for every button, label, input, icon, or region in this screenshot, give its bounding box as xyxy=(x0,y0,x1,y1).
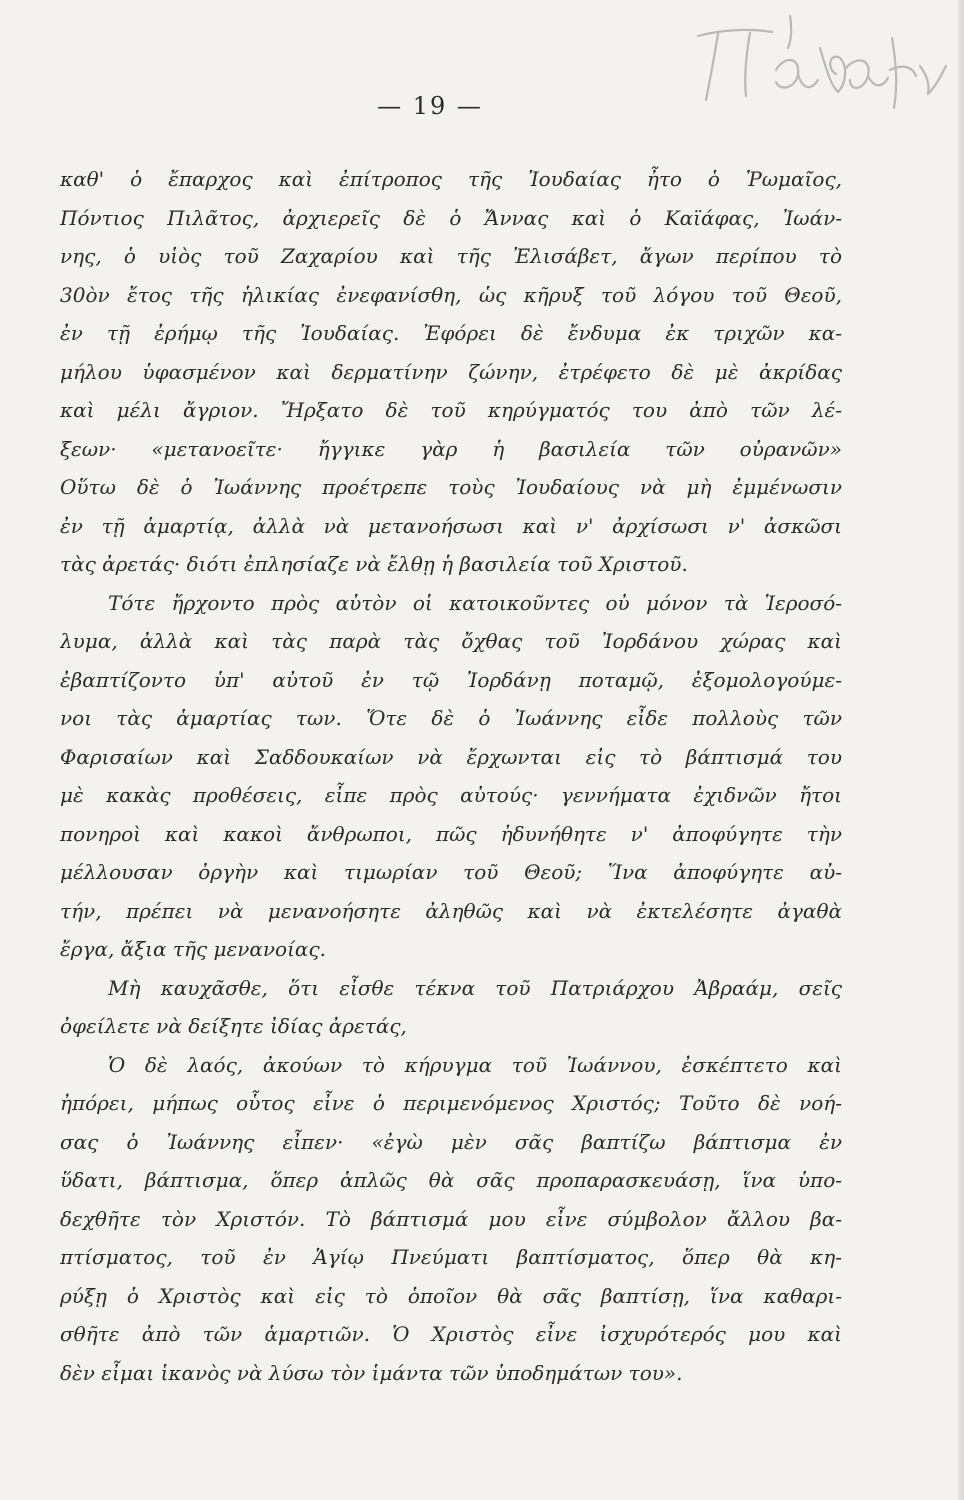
text-line: μὲ κακὰς προθέσεις, εἶπε πρὸς αὐτούς· γεννήματα ἐχιδνῶν ἤτοι xyxy=(60,783,842,807)
text-line: 30ὸν ἔτος τῆς ἡλικίας ἐνεφανίσθη, ὡς κῆρυξ τοῦ λόγου τοῦ Θεοῦ, xyxy=(60,282,842,307)
text-line: Ὁ δὲ λαός, ἀκούων τὸ κήρυγμα τοῦ Ἰωάννου, ἐσκέπτετο καὶ xyxy=(108,1052,842,1077)
scan-edge xyxy=(958,0,964,1500)
text-line: ἠπόρει, μήπως οὗτος εἶνε ὁ περιμενόμενος Χριστός; Τοῦτο δὲ νοή- xyxy=(60,1091,842,1115)
text-line: σθῆτε ἀπὸ τῶν ἁμαρτιῶν. Ὁ Χριστὸς εἶνε ἰσχυρότερός μου καὶ xyxy=(60,1322,842,1346)
text-line: μήλου ὑφασμένον καὶ δερματίνην ζώνην, ἐτρέφετο δὲ μὲ ἀκρίδας xyxy=(60,359,842,384)
text-line: νης, ὁ υἱὸς τοῦ Ζαχαρίου καὶ τῆς Ἐλισάβετ, ἄγων περίπου τὸ xyxy=(60,244,842,268)
text-line: ἐβαπτίζοντο ὑπ' αὐτοῦ ἐν τῷ Ἰορδάνῃ ποταμῷ, ἐξομολογούμε- xyxy=(60,667,842,692)
text-line: ἔργα, ἄξια τῆς μενανοίας. xyxy=(60,937,326,961)
text-line: καὶ μέλι ἄγριον. Ἤρξατο δὲ τοῦ κηρύγματός του ἀπὸ τῶν λέ- xyxy=(60,398,842,422)
text-line: Μὴ καυχᾶσθε, ὅτι εἶσθε τέκνα τοῦ Πατριάρχου Ἀβραάμ, σεῖς xyxy=(108,975,842,1000)
text-line: Τότε ἤρχοντο πρὸς αὐτὸν οἱ κατοικοῦντες οὐ μόνον τὰ Ἱεροσό- xyxy=(108,590,842,615)
text-line: Πόντιος Πιλᾶτος, ἀρχιερεῖς δὲ ὁ Ἄννας καὶ ὁ Καϊάφας, Ἰωάν- xyxy=(60,205,842,230)
text-line: ξεων· «μετανοεῖτε· ἤγγικε γὰρ ἡ βασιλεία τῶν οὐρανῶν» xyxy=(60,436,842,461)
text-line: πτίσματος, τοῦ ἐν Ἁγίῳ Πνεύματι βαπτίσματος, ὅπερ θὰ κη- xyxy=(60,1245,842,1269)
text-line: τὰς ἀρετάς· διότι ἐπλησίαζε νὰ ἔλθῃ ἡ βασιλεία τοῦ Χριστοῦ. xyxy=(60,552,688,576)
page-number: — 19 — xyxy=(377,92,483,120)
text-line: Οὕτω δὲ ὁ Ἰωάννης προέτρεπε τοὺς Ἰουδαίους νὰ μὴ ἐμμένωσιν xyxy=(60,475,842,499)
text-line: νοι τὰς ἁμαρτίας των. Ὅτε δὲ ὁ Ἰωάννης εἶδε πολλοὺς τῶν xyxy=(60,706,842,730)
text-line: πονηροὶ καὶ κακοὶ ἄνθρωποι, πῶς ἠδυνήθητε ν' ἀποφύγητε τὴν xyxy=(60,821,842,846)
text-line: ἐν τῇ ἁμαρτίᾳ, ἀλλὰ νὰ μετανοήσωσι καὶ ν' ἀρχίσωσι ν' ἀσκῶσι xyxy=(60,513,842,538)
text-line: τήν, πρέπει νὰ μενανοήσητε ἀληθῶς καὶ νὰ ἐκτελέσητε ἀγαθὰ xyxy=(60,898,842,923)
text-line: λυμα, ἀλλὰ καὶ τὰς παρὰ τὰς ὄχθας τοῦ Ἰορδάνου χώρας καὶ xyxy=(60,629,842,653)
text-line: δὲν εἶμαι ἱκανὸς νὰ λύσω τὸν ἱμάντα τῶν ὑποδημάτων του». xyxy=(60,1360,683,1385)
text-line: μέλλουσαν ὀργὴν καὶ τιμωρίαν τοῦ Θεοῦ; Ἵνα ἀποφύγητε αὐ- xyxy=(60,860,842,884)
text-line: ὀφείλετε νὰ δείξητε ἰδίας ἀρετάς, xyxy=(60,1014,407,1038)
text-line: ὕδατι, βάπτισμα, ὅπερ ἁπλῶς θὰ σᾶς προπαρασκευάσῃ, ἵνα ὑπο- xyxy=(60,1168,842,1192)
text-line: δεχθῆτε τὸν Χριστόν. Τὸ βάπτισμά μου εἶνε σύμβολον ἄλλου βα- xyxy=(60,1206,842,1231)
text-line: Φαρισαίων καὶ Σαδδουκαίων νὰ ἔρχωνται εἰς τὸ βάπτισμά του xyxy=(60,744,842,769)
body-text xyxy=(60,160,842,1392)
text-line: ρύξῃ ὁ Χριστὸς καὶ εἰς τὸ ὁποῖον θὰ σᾶς βαπτίσῃ, ἵνα καθαρι- xyxy=(60,1283,842,1308)
text-line: ἐν τῇ ἐρήμῳ τῆς Ἰουδαίας. Ἐφόρει δὲ ἔνδυμα ἐκ τριχῶν κα- xyxy=(60,321,842,345)
text-line: σας ὁ Ἰωάννης εἶπεν· «ἐγὼ μὲν σᾶς βαπτίζω βάπτισμα ἐν xyxy=(60,1129,842,1154)
text-line: καθ' ὁ ἔπαρχος καὶ ἐπίτροπος τῆς Ἰουδαίας ἦτο ὁ Ῥωμαῖος, xyxy=(60,167,842,191)
